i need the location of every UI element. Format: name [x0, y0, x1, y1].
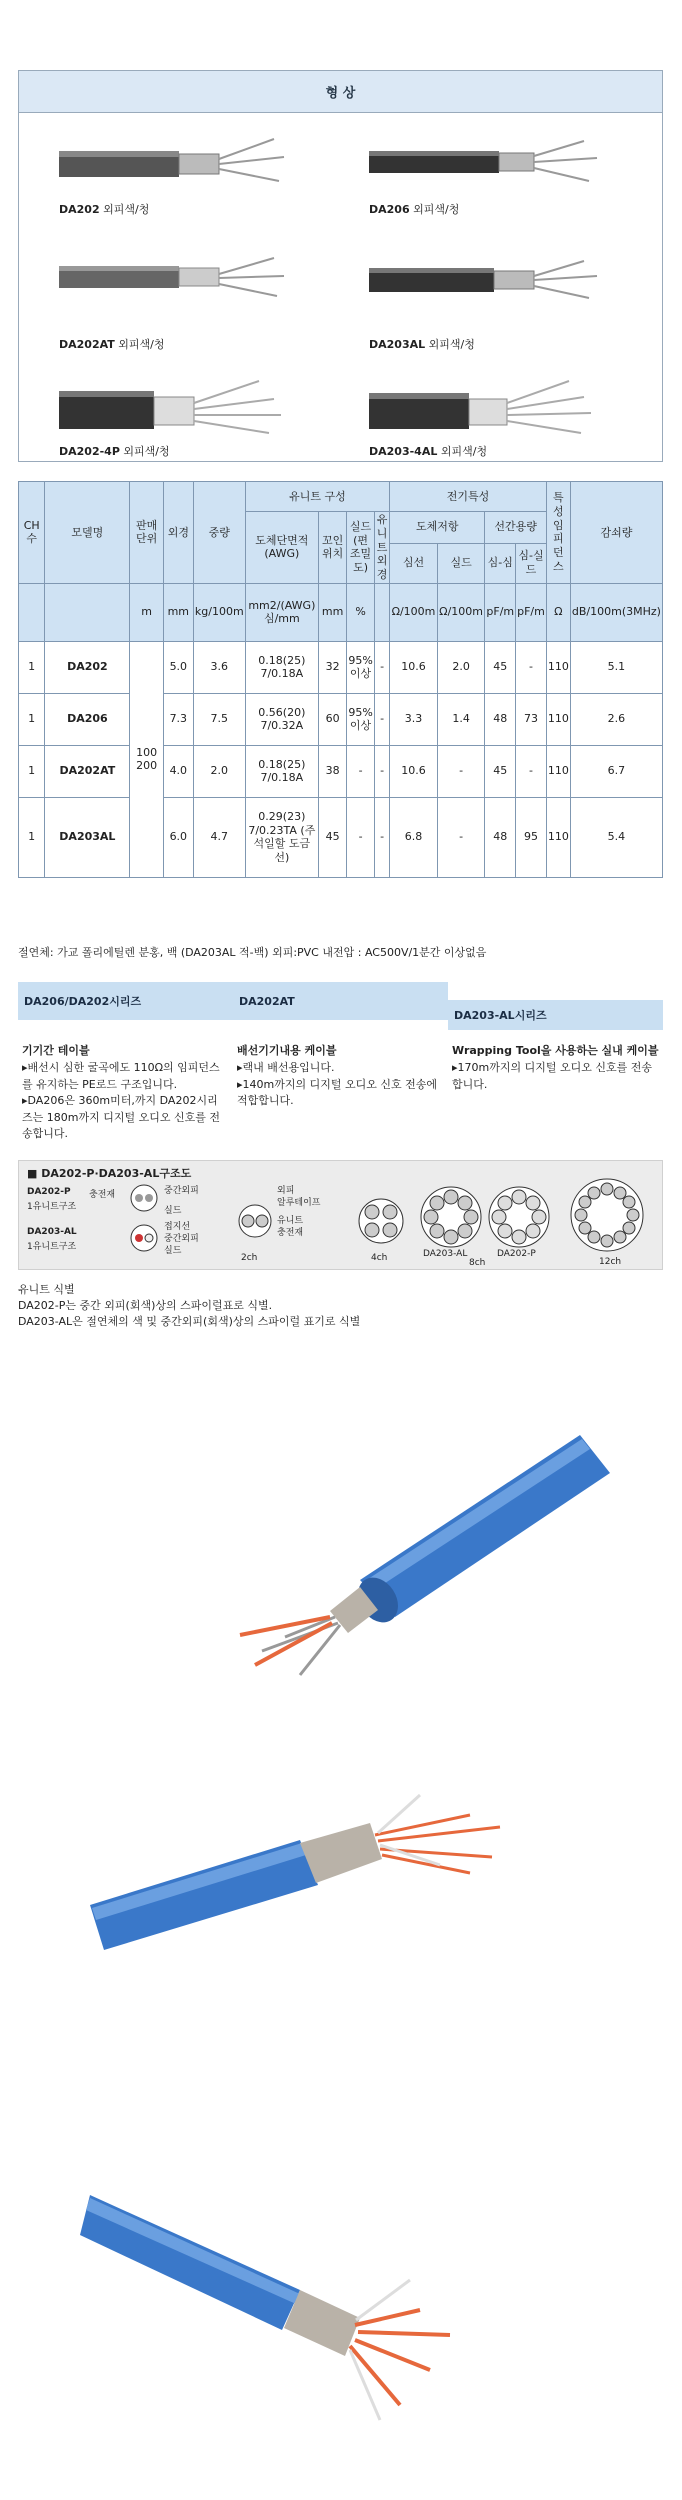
th-weight: 중량 [193, 482, 245, 584]
th-unit-comp: 유니트 구성 [245, 482, 390, 512]
cable-12ch-cross-section-icon [569, 1177, 645, 1253]
series-da202at: DA202AT 배선기기내용 케이블 ▸랙내 배선용입니다. ▸140m까지의 디지털 오디오 신호 전송에 적합합니다. [233, 982, 448, 1143]
th-core: 심선 [390, 543, 438, 583]
th-sale-unit: 판매단위 [130, 482, 163, 584]
th-shield2: 실드 [437, 543, 485, 583]
cable-image-da203-4al [369, 371, 599, 446]
unit-lay: mm [319, 583, 347, 641]
cable-image-da203al [369, 246, 599, 316]
unit-od: mm [163, 583, 193, 641]
th-od: 외경 [163, 482, 193, 584]
model-name: DA202 [45, 641, 130, 693]
unit-al-cross-section-icon [129, 1223, 159, 1253]
shape-panel [18, 70, 663, 462]
cable-caption-da202at: DA202AT 외피색/청 [59, 338, 165, 351]
unit-res2: Ω/100m [437, 583, 485, 641]
unit-atten: dB/100m(3MHz) [570, 583, 662, 641]
th-res: 도체저항 [390, 512, 485, 544]
th-shield: 실드(편조밀도) [347, 512, 375, 584]
series-section [18, 982, 663, 1143]
cable-8ch-p-cross-section-icon [487, 1185, 551, 1249]
th-model: 모델명 [45, 482, 130, 584]
th-atten: 감쇠량 [570, 482, 662, 584]
sale-unit-value: 100 200 [130, 641, 163, 877]
cable-image-da202 [59, 129, 289, 199]
unit-conductor: mm2/(AWG)심/mm [245, 583, 318, 641]
series-head: DA206/DA202시리즈 [18, 982, 233, 1020]
cable-photo-3 [0, 2120, 682, 2460]
cable-caption-da202: DA202 외피색/청 [59, 203, 150, 216]
unit-p-cross-section-icon [129, 1183, 159, 1213]
cable-image-da206 [369, 126, 599, 196]
cable-image-da202-4p [59, 371, 289, 446]
th-lay: 꼬인위치 [319, 512, 347, 584]
unit-sale: m [130, 583, 163, 641]
table-row: 1 DA202AT 4.0 2.0 0.18(25) 7/0.18A 38 - - 10.6 - 45 - 110 6.7 [19, 745, 663, 797]
cable-2ch-cross-section-icon [237, 1203, 273, 1239]
series-head: DA202AT [233, 982, 448, 1020]
th-ch: CH수 [19, 482, 45, 584]
table-row: 1 DA203AL 6.0 4.7 0.29(23) 7/0.23TA (주석일할 도금선) 45 - - 6.8 - 48 95 110 5.4 [19, 797, 663, 877]
series-title: 기기간 테이블 [22, 1044, 90, 1057]
th-cap: 선간용량 [485, 512, 546, 544]
unit-res1: Ω/100m [390, 583, 438, 641]
cable-photo-2 [0, 1745, 682, 2055]
unit-cap2: pF/m [516, 583, 547, 641]
series-title: Wrapping Tool을 사용하는 실내 케이블 [452, 1044, 659, 1057]
th-imp: 특성임피던스 [546, 482, 570, 584]
spec-table [18, 481, 663, 878]
series-da203al: DA203-AL시리즈 Wrapping Tool을 사용하는 실내 케이블 ▸170m까지의 디지털 오디오 신호를 전송합니다. [448, 982, 663, 1143]
table-row: 1 DA202 100 200 5.0 3.6 0.18(25) 7/0.18A 32 95% 이상 - 10.6 2.0 45 - 110 5.1 [19, 641, 663, 693]
th-elec: 전기특성 [390, 482, 547, 512]
th-conductor: 도체단면적(AWG) [245, 512, 318, 584]
th-core-shield: 심-실드 [516, 543, 547, 583]
model-name: DA206 [45, 693, 130, 745]
cable-image-da202at [59, 246, 289, 316]
cable-caption-da206: DA206 외피색/청 [369, 203, 460, 216]
series-da206: DA206/DA202시리즈 기기간 테이블 ▸배선시 심한 굴곡에도 110Ω의 임피던스를 유지하는 PE로드 구조입니다. ▸DA206은 360m미터,까지 DA202시리즈는 180m까지 디지털 오디오 신호를 전송합니다. [18, 982, 233, 1143]
model-name: DA202AT [45, 745, 130, 797]
unit-cap1: pF/m [485, 583, 516, 641]
model-name: DA203AL [45, 797, 130, 877]
th-unit-sheath: 유니트외경 [374, 512, 389, 584]
series-title: 배선기기내용 케이블 [237, 1044, 337, 1057]
cable-8ch-al-cross-section-icon [419, 1185, 483, 1249]
cable-caption-da202-4p: DA202-4P 외피색/청 [59, 445, 170, 458]
table-row: 1 DA206 7.3 7.5 0.56(20) 7/0.32A 60 95% 이상 - 3.3 1.4 48 73 110 2.6 [19, 693, 663, 745]
structure-diagram: ■ DA202-P·DA203-AL구조도 DA202-P 1유니트구조 충전재 중간외피 실드 DA203-AL 1유니트구조 접지선 중간외피 실드 외피 알루테이프 유니트 충전재 2ch 4ch DA203-AL 8ch DA202-P 12ch [18, 1160, 663, 1270]
cable-caption-da203al: DA203AL 외피색/청 [369, 338, 475, 351]
cable-caption-da203-4al: DA203-4AL 외피색/청 [369, 445, 488, 458]
unit-identification: 유니트 식별 DA202-P는 중간 외피(회색)상의 스파이럴표로 식별. DA203-AL은 절연체의 색 및 중간외피(회색)상의 스파이럴 표기로 식별 [18, 1283, 361, 1328]
unit-imp: Ω [546, 583, 570, 641]
unit-weight: kg/100m [193, 583, 245, 641]
series-head: DA203-AL시리즈 [448, 1000, 663, 1030]
cable-photo-1 [0, 1355, 682, 1705]
shape-title: 형 상 [19, 71, 662, 113]
th-core-core: 심-심 [485, 543, 516, 583]
unit-shield: % [347, 583, 375, 641]
cable-4ch-cross-section-icon [357, 1197, 405, 1245]
insulation-note: 절연체: 가교 폴리에틸렌 분홍, 백 (DA203AL 적-백) 외피:PVC 내전압 : AC500V/1분간 이상없음 [18, 946, 487, 959]
